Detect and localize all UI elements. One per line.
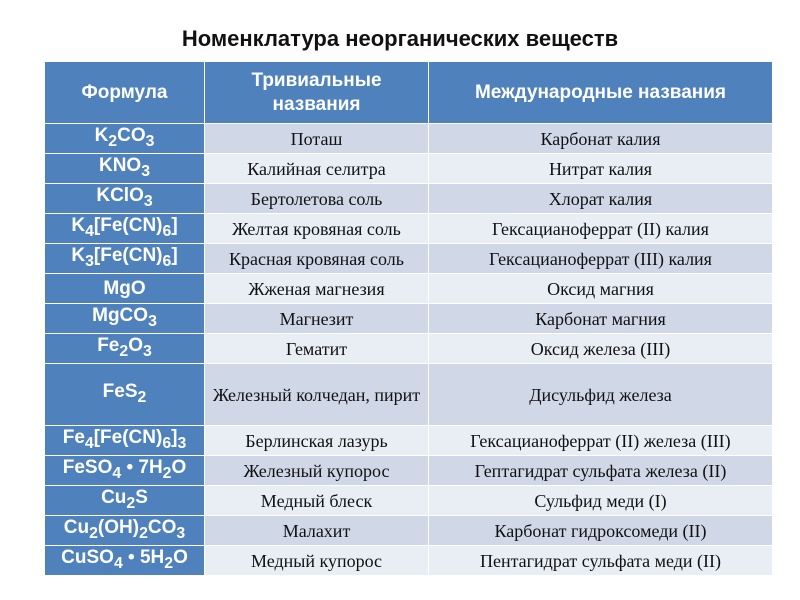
header-international: Международные названия bbox=[429, 62, 773, 124]
formula-text: K bbox=[71, 244, 86, 266]
trivial-name-cell: Поташ bbox=[205, 124, 429, 154]
formula-text: K bbox=[94, 124, 109, 146]
trivial-name-cell: Магнезит bbox=[205, 304, 429, 334]
formula-text: O bbox=[171, 456, 187, 478]
formula-text: FeS bbox=[102, 380, 138, 402]
formula-subscript: 6 bbox=[162, 222, 172, 240]
table-row bbox=[45, 274, 773, 304]
trivial-name-cell: Жженая магнезия bbox=[205, 274, 429, 304]
international-name-cell: Пентагидрат сульфата меди (II) bbox=[429, 546, 773, 576]
formula-text: CO bbox=[147, 516, 177, 538]
formula-text: ] bbox=[171, 244, 178, 266]
formula-subscript: 6 bbox=[162, 252, 172, 270]
formula-text: [Fe(CN) bbox=[93, 426, 163, 448]
trivial-name-cell: Желтая кровяная соль bbox=[205, 214, 429, 244]
formula-subscript: 2 bbox=[108, 132, 118, 150]
formula-subscript: 3 bbox=[176, 524, 186, 542]
international-name-cell: Хлорат калия bbox=[429, 184, 773, 214]
formula-cell bbox=[45, 516, 205, 546]
table-header-row bbox=[45, 62, 773, 124]
trivial-name-cell: Железный купорос bbox=[205, 456, 429, 486]
header-trivial-line1: Тривиальные bbox=[251, 69, 382, 91]
formula-text: MgO bbox=[103, 277, 146, 299]
formula-cell bbox=[45, 364, 205, 426]
table-row bbox=[45, 516, 773, 546]
formula-subscript: 3 bbox=[145, 132, 155, 150]
trivial-name-cell: Красная кровяная соль bbox=[205, 244, 429, 274]
formula-subscript: 3 bbox=[142, 342, 152, 360]
table-row bbox=[45, 214, 773, 244]
formula-cell bbox=[45, 124, 205, 154]
formula-cell bbox=[45, 274, 205, 304]
international-name-cell: Карбонат гидроксомеди (II) bbox=[429, 516, 773, 546]
formula-text: (OH) bbox=[97, 516, 140, 538]
formula-text: S bbox=[135, 486, 148, 508]
formula-cell bbox=[45, 184, 205, 214]
trivial-name-cell: Берлинская лазурь bbox=[205, 426, 429, 456]
formula-subscript: 3 bbox=[85, 252, 94, 270]
international-name-cell: Гексацианоферрат (II) калия bbox=[429, 214, 773, 244]
header-trivial-line2: названия bbox=[272, 93, 361, 115]
formula-cell bbox=[45, 214, 205, 244]
formula-subscript: 2 bbox=[164, 554, 174, 572]
formula-text: CuSO bbox=[61, 546, 114, 568]
trivial-name-cell: Медный купорос bbox=[205, 546, 429, 576]
table-row bbox=[45, 364, 773, 426]
formula-subscript: 6 bbox=[162, 434, 172, 452]
formula-subscript: 2 bbox=[119, 342, 129, 360]
table-row bbox=[45, 304, 773, 334]
formula-cell bbox=[45, 456, 205, 486]
table-row bbox=[45, 124, 773, 154]
formula-subscript: 2 bbox=[139, 524, 148, 542]
trivial-name-cell: Калийная селитра bbox=[205, 154, 429, 184]
formula-cell bbox=[45, 546, 205, 576]
formula-cell bbox=[45, 304, 205, 334]
formula-text: [Fe(CN) bbox=[93, 214, 163, 236]
formula-text: K bbox=[71, 214, 86, 236]
international-name-cell: Карбонат магния bbox=[429, 304, 773, 334]
table-row bbox=[45, 244, 773, 274]
trivial-name-cell: Малахит bbox=[205, 516, 429, 546]
formula-text: KNO bbox=[98, 154, 142, 176]
formula-subscript: 3 bbox=[148, 312, 157, 330]
trivial-name-cell: Медный блеск bbox=[205, 486, 429, 516]
trivial-name-cell: Гематит bbox=[205, 334, 429, 364]
table-row bbox=[45, 184, 773, 214]
formula-subscript: 4 bbox=[85, 222, 94, 240]
formula-cell bbox=[45, 154, 205, 184]
formula-subscript: 2 bbox=[162, 464, 172, 482]
formula-text: CO bbox=[117, 124, 146, 146]
formula-subscript: 4 bbox=[113, 554, 123, 572]
table-row bbox=[45, 486, 773, 516]
trivial-name-cell: Бертолетова соль bbox=[205, 184, 429, 214]
formula-text: FeSO bbox=[62, 456, 113, 478]
formula-text: O bbox=[128, 334, 143, 356]
formula-text: O bbox=[173, 546, 188, 568]
international-name-cell: Гептагидрат сульфата железа (II) bbox=[429, 456, 773, 486]
formula-text: • 5H bbox=[122, 546, 165, 568]
trivial-name-cell: Железный колчедан, пирит bbox=[205, 364, 429, 426]
table-row bbox=[45, 546, 773, 576]
formula-text: Fe bbox=[97, 334, 120, 356]
formula-cell bbox=[45, 426, 205, 456]
international-name-cell: Гексацианоферрат (II) железа (III) bbox=[429, 426, 773, 456]
international-name-cell: Оксид магния bbox=[429, 274, 773, 304]
international-name-cell: Дисульфид железа bbox=[429, 364, 773, 426]
formula-text: • 7H bbox=[121, 456, 163, 478]
formula-text: ] bbox=[171, 214, 178, 236]
table-row bbox=[45, 426, 773, 456]
formula-text: [Fe(CN) bbox=[93, 244, 163, 266]
nomenclature-table bbox=[44, 61, 773, 576]
formula-subscript: 2 bbox=[137, 388, 147, 406]
formula-text: Fe bbox=[62, 426, 85, 448]
formula-subscript: 3 bbox=[177, 434, 187, 452]
page-title: Номенклатура неорганических веществ bbox=[181, 26, 619, 51]
international-name-cell: Сульфид меди (I) bbox=[429, 486, 773, 516]
formula-subscript: 2 bbox=[126, 494, 136, 512]
header-trivial bbox=[205, 62, 429, 124]
formula-text: ] bbox=[171, 426, 178, 448]
formula-cell bbox=[45, 486, 205, 516]
table-body bbox=[45, 124, 773, 576]
formula-text: MgCO bbox=[92, 304, 149, 326]
formula-text: KClO bbox=[96, 184, 144, 206]
international-name-cell: Нитрат калия bbox=[429, 154, 773, 184]
formula-cell bbox=[45, 244, 205, 274]
formula-subscript: 3 bbox=[143, 192, 153, 210]
formula-subscript: 3 bbox=[141, 162, 151, 180]
international-name-cell: Карбонат калия bbox=[429, 124, 773, 154]
table-row bbox=[45, 154, 773, 184]
international-name-cell: Гексацианоферрат (III) калия bbox=[429, 244, 773, 274]
formula-subscript: 2 bbox=[89, 524, 98, 542]
table-row bbox=[45, 334, 773, 364]
formula-subscript: 4 bbox=[112, 464, 122, 482]
formula-text: Cu bbox=[101, 486, 127, 508]
formula-cell bbox=[45, 334, 205, 364]
international-name-cell: Оксид железа (III) bbox=[429, 334, 773, 364]
formula-text: Cu bbox=[63, 516, 90, 538]
header-formula: Формула bbox=[45, 62, 205, 124]
table-row bbox=[45, 456, 773, 486]
formula-subscript: 4 bbox=[84, 434, 94, 452]
